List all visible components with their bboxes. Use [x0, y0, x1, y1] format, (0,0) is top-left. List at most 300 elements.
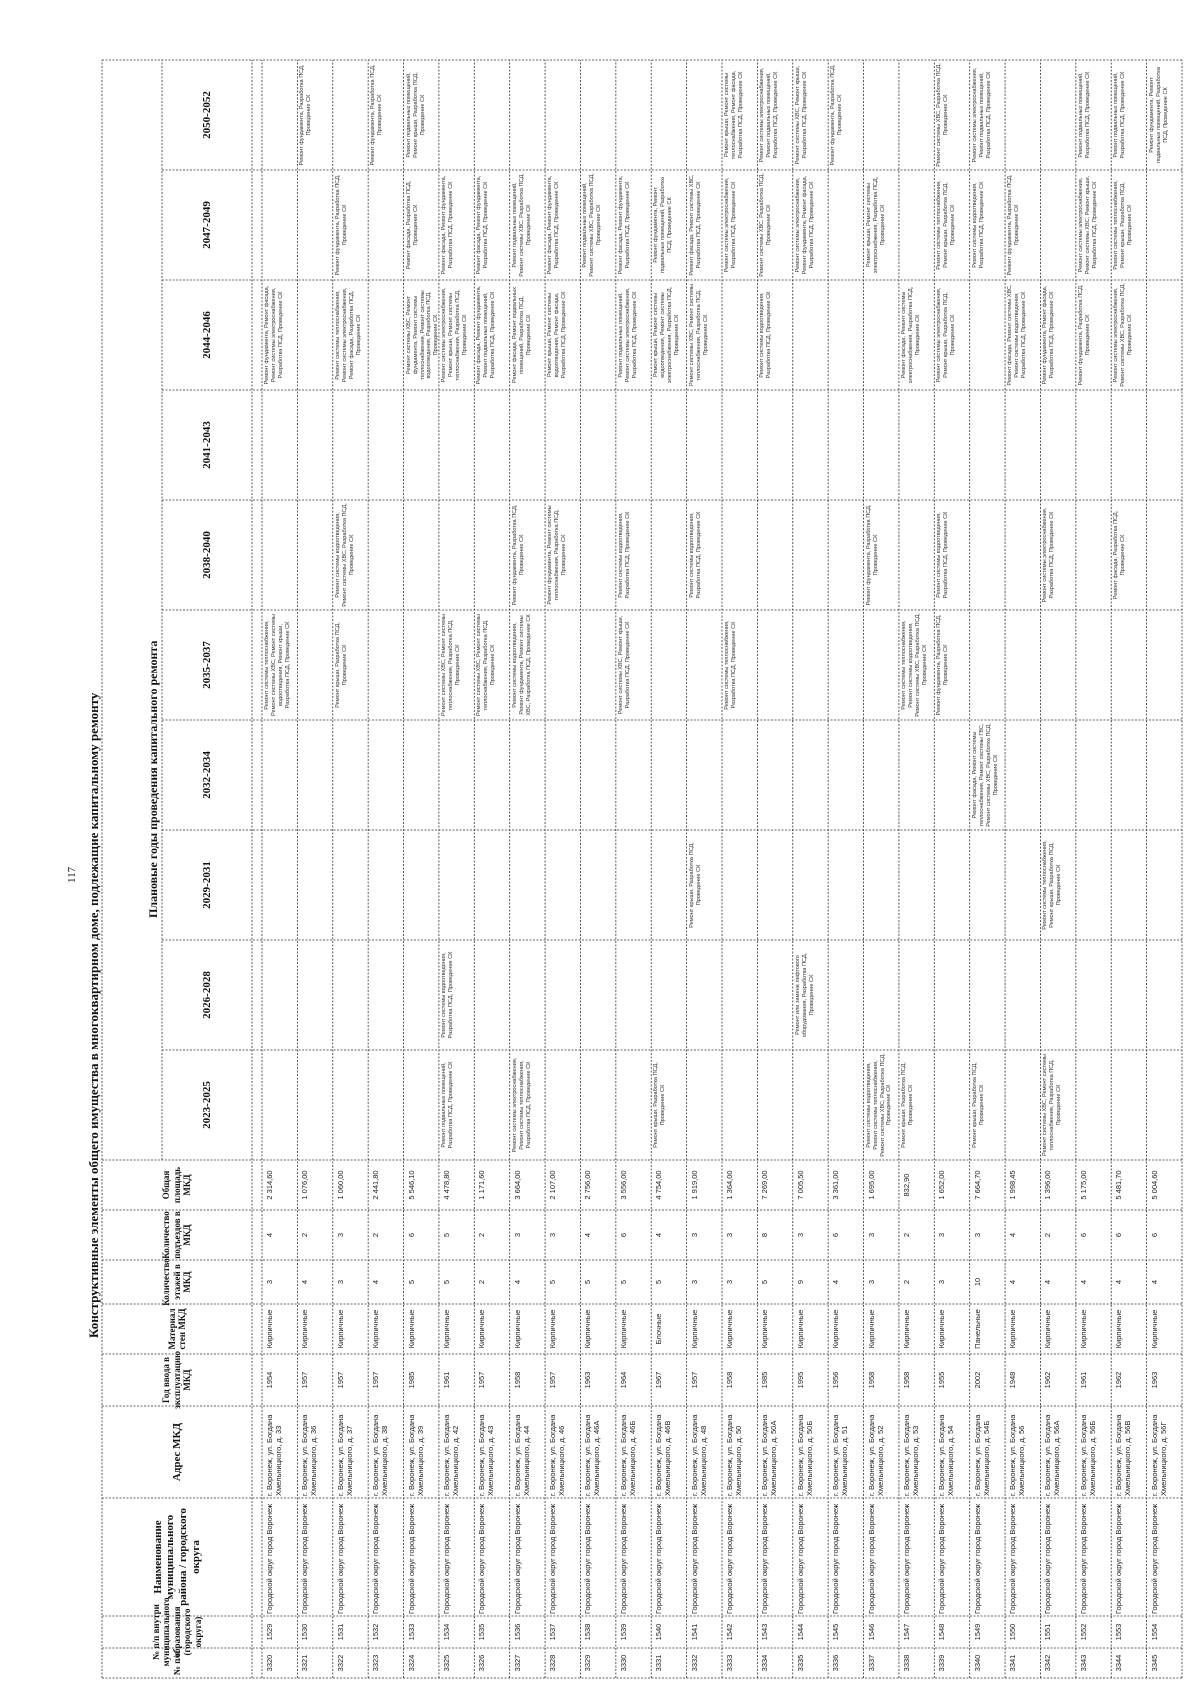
- row-year-built: 2002: [972, 1371, 982, 1389]
- row-inner-number: 1552: [1078, 1623, 1088, 1641]
- row-area: 3 556,00: [618, 1170, 628, 1200]
- row-floors: 5: [406, 1279, 416, 1285]
- row-district: Городской округ город Воронеж: [265, 1503, 274, 1614]
- row-area: 3 664,00: [512, 1170, 522, 1200]
- row-work-item: Ремонт фундамента, Ремонт фасада, Разработка ПСД, Проведение СК: [1042, 285, 1056, 385]
- row-address: г. Воронеж, ул. Богдана Хмельницкого, д. 38: [371, 1414, 390, 1496]
- row-material: Кирпичные: [548, 1309, 558, 1349]
- row-entrances: 2: [1043, 1232, 1053, 1238]
- rotated-table-page: [62, 58, 1182, 1678]
- row-material: Кирпичные: [725, 1309, 734, 1349]
- table-subtitle: Плановые годы проведения капитального ремонта: [146, 640, 160, 918]
- row-number: 3322: [335, 1654, 345, 1672]
- row-year-built: 1967: [654, 1371, 664, 1389]
- row-address: г. Воронеж, ул. Богдана Хмельницкого, д. 43: [477, 1414, 496, 1496]
- row-material: Кирпичные: [371, 1309, 381, 1349]
- row-work-item: Ремонт фасада, Разработка ПСД, Проведение СК: [405, 180, 419, 270]
- row-work-item: Ремонт фундамента, Разработка ПСД, Проведение СК: [1077, 284, 1091, 386]
- row-material: Кирпичные: [335, 1309, 345, 1349]
- row-work-item: Ремонт системы теплоснабжения, Разработка ПСД, Проведение СК: [724, 620, 737, 710]
- row-floors: 4: [300, 1279, 310, 1285]
- row-work-item: Ремонт системы ХВС, Ремонт системы теплоснабжения, Разработка ПСД, Проведение СК: [688, 284, 709, 386]
- row-work-item: Ремонт системы ХВС, Ремонт крыши, Разработка ПСД, Проведение СК: [794, 65, 808, 165]
- row-work-item: Ремонт системы водоотведения, Ремонт системы ХВС, Разработка ПСД, Проведение СК: [334, 503, 355, 607]
- row-floors: 3: [689, 1279, 699, 1285]
- row-work-item: Ремонт системы ХВС, Ремонт системы теплоснабжения, Разработка ПСД, Проведение СК: [440, 614, 461, 716]
- row-year-built: 1958: [512, 1371, 522, 1389]
- row-number: 3339: [937, 1654, 947, 1672]
- row-work-item: Ремонт подвальных помещений, Разработка ПСД, Проведение СК: [1077, 71, 1091, 159]
- row-entrances: 6: [1114, 1232, 1124, 1238]
- row-number: 3336: [831, 1654, 841, 1672]
- row-work-item: Ремонт фасада, Ремонт фундамента, Разработка ПСД, Проведение СК: [547, 175, 561, 275]
- row-work-item: Ремонт фасада, Ремонт системы ХВС, Разработка ПСД, Проведение СК: [688, 174, 702, 276]
- row-area: 5 175,00: [1078, 1170, 1088, 1200]
- row-work-item: Ремонт системы теплоснабжения, Ремонт крыши, Разработка ПСД, Проведение СК: [1113, 180, 1134, 270]
- row-number: 3344: [1114, 1654, 1124, 1672]
- row-number: 3334: [760, 1654, 770, 1672]
- row-year-built: 1985: [406, 1371, 416, 1389]
- row-number: 3330: [618, 1654, 628, 1672]
- row-work-item: Ремонт системы электроснабжения, Ремонт системы теплоснабжения, Разработка ПСД, Проведение СК: [511, 1057, 532, 1153]
- row-floors: 5: [583, 1279, 593, 1285]
- row-year-built: 1954: [265, 1371, 274, 1389]
- header-entrances: Количество подъездов в МКД: [161, 1211, 193, 1259]
- header-period: 2041-2043: [200, 421, 213, 469]
- row-year-built: 1958: [901, 1371, 911, 1389]
- row-number: 3328: [548, 1654, 558, 1672]
- row-inner-number: 1536: [512, 1623, 522, 1641]
- header-period: 2032-2034: [200, 751, 213, 799]
- row-work-item: Ремонт фундамента, Разработка ПСД, Проведение СК: [830, 64, 844, 166]
- row-area: 1 998,45: [1008, 1170, 1018, 1200]
- row-area: 1 695,00: [866, 1170, 876, 1200]
- header-period: 2026-2028: [200, 971, 213, 1019]
- row-address: г. Воронеж, ул. Богдана Хмельницкого, д. 50: [725, 1414, 743, 1496]
- row-work-item: Ремонт системы водоотведения, Разработка ПСД, Проведение СК: [688, 511, 702, 599]
- row-floors: 5: [654, 1279, 664, 1285]
- row-year-built: 1995: [795, 1371, 805, 1389]
- row-work-item: Ремонт системы электроснабжения, Ремонт крыши, Ремонт системы теплоснабжения, Разработка ПСД, Проведение СК: [440, 287, 468, 383]
- header-period: 2047-2049: [200, 201, 213, 249]
- row-area: 1 060,00: [335, 1170, 345, 1200]
- row-inner-number: 1540: [654, 1623, 664, 1641]
- row-material: Кирпичные: [1043, 1309, 1053, 1349]
- row-entrances: 4: [583, 1232, 593, 1238]
- row-entrances: 3: [937, 1232, 947, 1238]
- row-address: г. Воронеж, ул. Богдана Хмельницкого, д. 56Г: [1149, 1414, 1168, 1496]
- row-material: Кирпичные: [512, 1309, 522, 1349]
- row-work-item: Ремонт системы теплоснабжения, Ремонт системы электроснабжения, Ремонт фасада, Разработка ПСД, Проведение СК: [334, 287, 362, 383]
- row-entrances: 4: [1008, 1232, 1018, 1238]
- row-work-item: Ремонт фасада, Ремонт системы ХВС, Ремонт системы водоотведения, Разработка ПСД, Проведение СК: [1007, 284, 1028, 386]
- row-work-item: Ремонт системы водоотведения, Ремонт системы теплоснабжения, Ремонт системы ХВС, Разработка ПСД, Проведение СК: [865, 1053, 893, 1157]
- row-district: Городской округ город Воронеж: [972, 1503, 982, 1614]
- row-inner-number: 1553: [1114, 1623, 1124, 1641]
- row-work-item: Ремонт фасада, Ремонт системы электроснабжения, Разработка ПСД, Проведение СК: [900, 286, 921, 384]
- row-area: 1 919,00: [689, 1170, 699, 1200]
- row-material: Кирпичные: [618, 1309, 628, 1349]
- row-inner-number: 1543: [760, 1623, 770, 1641]
- row-work-item: Ремонт системы ХВС, Разработка ПСД, Проведение СК: [759, 173, 773, 277]
- row-work-item: Ремонт системы ХВС, Разработка ПСД, Проведение СК: [936, 63, 950, 167]
- row-material: Кирпичные: [760, 1309, 770, 1349]
- row-number: 3331: [654, 1654, 664, 1672]
- row-entrances: 3: [335, 1232, 345, 1238]
- row-material: Кирпичные: [901, 1309, 911, 1349]
- header-floors: Количество этажей в МКД: [161, 1258, 193, 1306]
- row-work-item: Ремонт крыши, Ремонт системы водоотведения, Ремонт системы электроснабжения, Разработка ПСД, Проведение СК: [653, 286, 681, 384]
- row-material: Кирпичные: [937, 1309, 947, 1349]
- row-inner-number: 1550: [1008, 1623, 1018, 1641]
- row-inner-number: 1531: [335, 1623, 345, 1641]
- row-inner-number: 1538: [583, 1623, 593, 1641]
- row-district: Городской округ город Воронеж: [1008, 1503, 1018, 1614]
- row-material: Кирпичные: [300, 1309, 310, 1349]
- row-number: 3340: [972, 1654, 982, 1672]
- row-entrances: 6: [1078, 1232, 1088, 1238]
- row-address: г. Воронеж, ул. Богдана Хмельницкого, д. 46В: [654, 1414, 673, 1496]
- row-inner-number: 1554: [1149, 1623, 1159, 1641]
- row-area: 4 754,00: [654, 1170, 664, 1200]
- row-district: Городской округ город Воронеж: [371, 1503, 381, 1614]
- row-entrances: 3: [795, 1232, 805, 1238]
- header-period: 2038-2040: [200, 531, 213, 579]
- row-floors: 5: [618, 1279, 628, 1285]
- row-address: г. Воронеж, ул. Богдана Хмельницкого, д. 56А: [1043, 1414, 1062, 1496]
- row-floors: 2: [901, 1279, 911, 1285]
- row-inner-number: 1544: [795, 1623, 805, 1641]
- row-district: Городской округ город Воронеж: [831, 1503, 841, 1614]
- row-area: 1 364,00: [725, 1170, 734, 1200]
- row-address: г. Воронеж, ул. Богдана Хмельницкого, д. 36: [300, 1414, 319, 1496]
- row-entrances: 3: [725, 1232, 734, 1238]
- row-inner-number: 1537: [548, 1623, 558, 1641]
- row-inner-number: 1551: [1043, 1623, 1053, 1641]
- row-floors: 4: [1149, 1279, 1159, 1285]
- row-work-item: Ремонт фундамента, Ремонт системы теплоснабжения, Разработка ПСД, Проведение СК: [547, 505, 568, 605]
- row-inner-number: 1529: [265, 1623, 274, 1641]
- row-number: 3327: [512, 1654, 522, 1672]
- header-year-built: Год ввода в эксплуатацию МКД: [161, 1350, 193, 1409]
- row-address: г. Воронеж, ул. Богдана Хмельницкого, д. 33: [265, 1414, 283, 1496]
- row-address: г. Воронеж, ул. Богдана Хмельницкого, д. 51: [831, 1414, 850, 1496]
- row-entrances: 2: [371, 1232, 381, 1238]
- row-floors: 4: [1008, 1279, 1018, 1285]
- row-material: Блочные: [654, 1313, 664, 1345]
- row-district: Городской округ город Воронеж: [300, 1503, 310, 1614]
- row-district: Городской округ город Воронеж: [1043, 1503, 1053, 1614]
- row-district: Городской округ город Воронеж: [512, 1503, 522, 1614]
- row-district: Городской округ город Воронеж: [477, 1503, 487, 1614]
- row-floors: 2: [477, 1279, 487, 1285]
- row-work-item: Ремонт подвальных помещений, Ремонт системы ХВС, Разработка ПСД, Проведение СК: [582, 173, 603, 277]
- row-address: г. Воронеж, ул. Богдана Хмельницкого, д. 37: [335, 1414, 354, 1496]
- row-material: Кирпичные: [265, 1309, 274, 1349]
- row-material: Панельные: [972, 1309, 982, 1349]
- header-no: № п/п: [171, 1650, 182, 1676]
- header-area: Общая площадь МКД: [161, 1166, 193, 1204]
- row-district: Городской округ город Воронеж: [548, 1503, 558, 1614]
- row-work-item: Ремонт системы электроснабжения, Ремонт фундамента, Ремонт фасада, Разработка ПСД, Проведение СК: [794, 175, 815, 275]
- row-year-built: 1957: [548, 1371, 558, 1389]
- row-inner-number: 1549: [972, 1623, 982, 1641]
- row-material: Кирпичные: [795, 1309, 805, 1349]
- row-number: 3333: [725, 1654, 734, 1672]
- row-number: 3342: [1043, 1654, 1053, 1672]
- row-floors: 5: [441, 1279, 451, 1285]
- row-work-item: Ремонт системы теплоснабжения, Ремонт крыши, Разработка ПСД, Проведение СК: [1042, 840, 1063, 930]
- row-material: Кирпичные: [1008, 1309, 1018, 1349]
- row-work-item: Ремонт крыши, Разработка ПСД, Проведение СК: [688, 842, 702, 928]
- row-year-built: 1963: [1149, 1371, 1159, 1389]
- row-district: Городской округ город Воронеж: [335, 1503, 345, 1614]
- row-work-item: Ремонт фундамента, Ремонт подвальных помещений, Разработка ПСД, Проведение СК: [1148, 67, 1169, 163]
- row-material: Кирпичные: [866, 1309, 876, 1349]
- row-inner-number: 1539: [618, 1623, 628, 1641]
- row-inner-number: 1535: [477, 1623, 487, 1641]
- row-address: г. Воронеж, ул. Богдана Хмельницкого, д. 44: [512, 1414, 531, 1496]
- row-floors: 4: [1078, 1279, 1088, 1285]
- row-material: Кирпичные: [583, 1309, 593, 1349]
- row-work-item: Ремонт подвальных помещений, Ремонт системы электроснабжения, Разработка ПСД, Проведение СК: [617, 287, 638, 383]
- row-work-item: Ремонт фундамента, Ремонт подвальных помещений, Разработка ПСД, Проведение СК: [653, 177, 674, 273]
- row-floors: 4: [1114, 1279, 1124, 1285]
- row-entrances: 2: [477, 1232, 487, 1238]
- row-work-item: Ремонт фасада, Ремонт фундамента, Ремонт подвальных помещений, Разработка ПСД, Проведение СК: [476, 285, 497, 385]
- row-entrances: 3: [689, 1232, 699, 1238]
- row-area: 5 004,60: [1149, 1170, 1159, 1200]
- row-area: 3 361,00: [831, 1170, 841, 1200]
- row-work-item: Ремонт крыши, Разработка ПСД, Проведение СК: [334, 622, 348, 708]
- row-work-item: Ремонт системы теплоснабжения, Ремонт крыши, Разработка ПСД, Проведение СК: [936, 180, 957, 270]
- row-entrances: 8: [760, 1232, 770, 1238]
- row-number: 3326: [477, 1654, 487, 1672]
- row-address: г. Воронеж, ул. Богдана Хмельницкого, д. 56: [1008, 1414, 1027, 1496]
- row-inner-number: 1541: [689, 1623, 699, 1641]
- row-material: Кирпичные: [689, 1309, 699, 1349]
- row-district: Городской округ город Воронеж: [1149, 1503, 1159, 1614]
- row-entrances: 6: [618, 1232, 628, 1238]
- row-area: 7 664,70: [972, 1170, 982, 1200]
- row-work-item: Ремонт системы электроснабжения, Ремонт подвальных помещений, Разработка ПСД, Проведение СК: [759, 67, 780, 163]
- row-floors: 3: [335, 1279, 345, 1285]
- row-year-built: 1957: [689, 1371, 699, 1389]
- row-entrances: 3: [512, 1232, 522, 1238]
- page-number: 117: [66, 866, 78, 883]
- row-address: г. Воронеж, ул. Богдана Хмельницкого, д. 42: [441, 1414, 460, 1496]
- header-no-inner: № п/п внутри муниципального образования (городского округа): [151, 1597, 203, 1667]
- row-floors: 4: [512, 1279, 522, 1285]
- row-address: г. Воронеж, ул. Богдана Хмельницкого, д. 46: [548, 1414, 567, 1496]
- row-number: 3332: [689, 1654, 699, 1672]
- row-year-built: 1962: [1114, 1371, 1124, 1389]
- header-period: 2050-2052: [200, 91, 213, 139]
- row-year-built: 1958: [725, 1371, 734, 1389]
- row-work-item: Ремонт фундамента, Разработка ПСД, Проведение СК: [299, 64, 313, 166]
- row-district: Городской округ город Воронеж: [725, 1503, 734, 1614]
- row-number: 3335: [795, 1654, 805, 1672]
- row-year-built: 1958: [866, 1371, 876, 1389]
- row-work-item: Ремонт подвальных помещений, Ремонт крыши, Разработка ПСД, Проведение СК: [405, 72, 426, 158]
- row-work-item: Ремонт фундамента, Разработка ПСД, Проведение СК: [511, 504, 525, 606]
- row-year-built: 1956: [831, 1371, 841, 1389]
- row-year-built: 1985: [760, 1371, 770, 1389]
- row-number: 3345: [1149, 1654, 1159, 1672]
- row-entrances: 4: [265, 1232, 274, 1238]
- row-area: 832,90: [901, 1173, 911, 1197]
- row-year-built: 1961: [441, 1371, 451, 1389]
- row-entrances: 2: [300, 1232, 310, 1238]
- row-work-item: Ремонт или замена лифтового оборудования, Разработка ПСД, Проведение СК: [794, 952, 815, 1038]
- row-district: Городской округ город Воронеж: [866, 1503, 876, 1614]
- row-inner-number: 1546: [866, 1623, 876, 1641]
- row-number: 3329: [583, 1654, 593, 1672]
- header-period: 2029-2031: [200, 861, 213, 909]
- row-area: 1 652,00: [937, 1170, 947, 1200]
- row-work-item: Ремонт подвальных помещений, Разработка ПСД, Проведение СК: [1113, 71, 1127, 159]
- row-address: г. Воронеж, ул. Богдана Хмельницкого, д. 46Б: [618, 1414, 637, 1496]
- row-work-item: Ремонт фундамента, Разработка ПСД, Проведение СК: [865, 504, 879, 606]
- row-work-item: Ремонт системы водоотведения, Ремонт фундамента, Ремонт системы ХВС, Разработка ПСД, Проведение СК: [511, 614, 532, 716]
- row-work-item: Ремонт фундамента, Разработка ПСД, Проведение СК: [936, 614, 950, 716]
- row-number: 3325: [441, 1654, 451, 1672]
- row-work-item: Ремонт системы ХВС, Ремонт системы теплоснабжения, Разработка ПСД, Проведение СК: [1042, 1054, 1063, 1156]
- header-period: 2023-2025: [200, 1081, 213, 1129]
- row-work-item: Ремонт крыши, Разработка ПСД, Проведение СК: [971, 1062, 985, 1148]
- row-work-item: Ремонт системы электроснабжения, Ремонт подвальных помещений, Разработка ПСД, Проведение СК: [971, 67, 992, 163]
- row-inner-number: 1532: [371, 1623, 381, 1641]
- row-work-item: Ремонт крыши, Ремонт системы водоотведения, Ремонт фасада, Разработка ПСД, Проведение СК: [547, 291, 568, 379]
- row-area: 7 269,00: [760, 1170, 770, 1200]
- row-district: Городской округ город Воронеж: [1078, 1503, 1088, 1614]
- row-number: 3320: [265, 1654, 274, 1672]
- row-work-item: Ремонт системы ХВС, Ремонт крыши, Разработка ПСД, Проведение СК: [617, 615, 631, 715]
- row-entrances: 2: [901, 1232, 911, 1238]
- row-material: Кирпичные: [1114, 1309, 1124, 1349]
- row-work-item: Ремонт системы теплоснабжения, Ремонт системы ХВС, Ремонт системы водоотведения, Ремонт крыши, Разработка ПСД, Проведение СК: [264, 614, 291, 716]
- row-number: 3323: [371, 1654, 381, 1672]
- row-area: 1 396,00: [1043, 1170, 1053, 1200]
- row-work-item: Ремонт системы водоотведения, Разработка ПСД, Проведение СК: [971, 181, 985, 269]
- row-entrances: 6: [831, 1232, 841, 1238]
- row-floors: 3: [265, 1279, 274, 1285]
- row-work-item: Ремонт крыши, Разработка ПСД, Проведение СК: [900, 1062, 914, 1148]
- row-inner-number: 1548: [937, 1623, 947, 1641]
- row-work-item: Ремонт системы электроснабжения, Ремонт системы ХВС, Разработка ПСД, Проведение СК: [1113, 283, 1134, 387]
- row-work-item: Ремонт системы ХВС, Ремонт системы теплоснабжения, Разработка ПСД, Проведение СК: [476, 614, 497, 716]
- row-area: 1 076,00: [300, 1170, 310, 1200]
- row-work-item: Ремонт фундамента, Разработка ПСД, Проведение СК: [370, 64, 384, 166]
- row-address: г. Воронеж, ул. Богдана Хмельницкого, д. 56В: [1114, 1414, 1133, 1496]
- row-inner-number: 1533: [406, 1623, 416, 1641]
- row-floors: 4: [831, 1279, 841, 1285]
- row-material: Кирпичные: [441, 1309, 451, 1349]
- row-work-item: Ремонт системы водоотведения, Разработка ПСД, Проведение СК: [759, 291, 773, 379]
- row-year-built: 1957: [335, 1371, 345, 1389]
- row-material: Кирпичные: [1149, 1309, 1159, 1349]
- row-area: 5 546,10: [406, 1170, 416, 1200]
- row-area: 5 481,70: [1114, 1170, 1124, 1200]
- row-work-item: Ремонт системы водоотведения, Разработка ПСД, Проведение СК: [440, 951, 454, 1039]
- row-year-built: 1963: [583, 1371, 593, 1389]
- row-year-built: 1957: [371, 1371, 381, 1389]
- row-floors: 3: [866, 1279, 876, 1285]
- row-inner-number: 1534: [441, 1623, 451, 1641]
- row-work-item: Ремонт фундамента, Разработка ПСД, Проведение СК: [1007, 174, 1021, 276]
- header-period: 2044-2046: [200, 311, 213, 359]
- row-address: г. Воронеж, ул. Богдана Хмельницкого, д. 54Б: [972, 1414, 991, 1496]
- row-area: 2 107,00: [548, 1170, 558, 1200]
- row-work-item: Ремонт системы электроснабжения, Разработка ПСД, Проведение СК: [724, 177, 737, 273]
- row-address: г. Воронеж, ул. Богдана Хмельницкого, д. 52: [866, 1414, 885, 1496]
- row-address: г. Воронеж, ул. Богдана Хмельницкого, д. 54: [937, 1414, 956, 1496]
- row-work-item: Ремонт системы электроснабжения, Разработка ПСД, Проведение СК: [1042, 507, 1056, 603]
- row-area: 2 441,80: [371, 1170, 381, 1200]
- row-work-item: Ремонт крыши, Ремонт системы электроснабжения, Разработка ПСД, Проведение СК: [865, 176, 886, 274]
- row-year-built: 1957: [300, 1371, 310, 1389]
- row-work-item: Ремонт системы водоотведения, Разработка ПСД, Проведение СК: [936, 511, 950, 599]
- row-number: 3321: [300, 1654, 310, 1672]
- row-district: Городской округ город Воронеж: [689, 1503, 699, 1614]
- row-area: 4 478,80: [441, 1170, 451, 1200]
- row-number: 3324: [406, 1654, 416, 1672]
- row-material: Кирпичные: [831, 1309, 841, 1349]
- row-material: Кирпичные: [1078, 1309, 1088, 1349]
- row-inner-number: 1542: [725, 1623, 734, 1641]
- row-floors: 3: [937, 1279, 947, 1285]
- row-work-item: Ремонт фасада, Ремонт системы теплоснабжения, Ремонт системы ГВС, Ремонт системы ХВС, Разработка ПСД, Проведение СК: [971, 723, 999, 827]
- row-address: г. Воронеж, ул. Богдана Хмельницкого, д. 56Б: [1078, 1414, 1097, 1496]
- row-entrances: 3: [548, 1232, 558, 1238]
- row-number: 3338: [901, 1654, 911, 1672]
- row-work-item: Ремонт фундамента, Разработка ПСД, Проведение СК: [334, 174, 348, 276]
- row-year-built: 1955: [937, 1371, 947, 1389]
- row-year-built: 1961: [1078, 1371, 1088, 1389]
- row-work-item: Ремонт фасада, Ремонт фундамента, Разработка ПСД, Проведение СК: [440, 175, 454, 275]
- row-year-built: 1957: [477, 1371, 487, 1389]
- row-inner-number: 1547: [901, 1623, 911, 1641]
- row-floors: 4: [371, 1279, 381, 1285]
- header-material: Материал стен МКД: [166, 1308, 187, 1350]
- row-entrances: 5: [441, 1232, 451, 1238]
- table-title: Конструктивные элементы общего имущества в многоквартирном доме, подлежащие капитальному ремонту: [86, 692, 101, 1338]
- row-number: 3343: [1078, 1654, 1088, 1672]
- row-work-item: Ремонт подвальных помещений, Ремонт системы ХВС, Разработка ПСД, Проведение СК: [511, 173, 532, 277]
- row-work-item: Ремонт фасада, Разработка ПСД, Проведение СК: [1113, 510, 1127, 600]
- row-floors: 10: [972, 1277, 982, 1287]
- row-floors: 5: [548, 1279, 558, 1285]
- row-work-item: Ремонт подвальных помещений, Разработка ПСД, Проведение СК: [440, 1061, 454, 1149]
- row-entrances: 6: [1149, 1232, 1159, 1238]
- row-district: Городской округ город Воронеж: [901, 1503, 911, 1614]
- row-year-built: 1964: [618, 1371, 628, 1389]
- row-work-item: Ремонт крыши, Ремонт системы теплоснабжения, Ремонт фасада, Разработка ПСД, Проведение СК: [724, 70, 744, 160]
- row-year-built: 1962: [1043, 1371, 1053, 1389]
- row-area: 1 171,60: [477, 1170, 487, 1200]
- row-work-item: Ремонт системы электроснабжения, Ремонт крыши, Разработка ПСД, Проведение СК: [936, 287, 957, 383]
- row-district: Городской округ город Воронеж: [441, 1503, 451, 1614]
- row-address: г. Воронеж, ул. Богдана Хмельницкого, д. 50Б: [795, 1414, 814, 1496]
- row-floors: 9: [795, 1279, 805, 1285]
- row-floors: 3: [725, 1279, 734, 1285]
- row-number: 3341: [1008, 1654, 1018, 1672]
- row-work-item: Ремонт фасада, Ремонт фундамента, Разработка ПСД, Проведение СК: [476, 175, 490, 275]
- row-district: Городской округ город Воронеж: [654, 1503, 664, 1614]
- row-entrances: 3: [972, 1232, 982, 1238]
- row-work-item: Ремонт фундамента, Ремонт фасада, Ремонт системы электроснабжения, Разработка ПСД, Проведение СК: [264, 285, 284, 385]
- row-work-item: Ремонт системы ХВС, Ремонт фундамента, Ремонт системы теплоснабжения, Ремонт системы водоотведения, Разработка ПСД, Проведение СК: [405, 290, 440, 380]
